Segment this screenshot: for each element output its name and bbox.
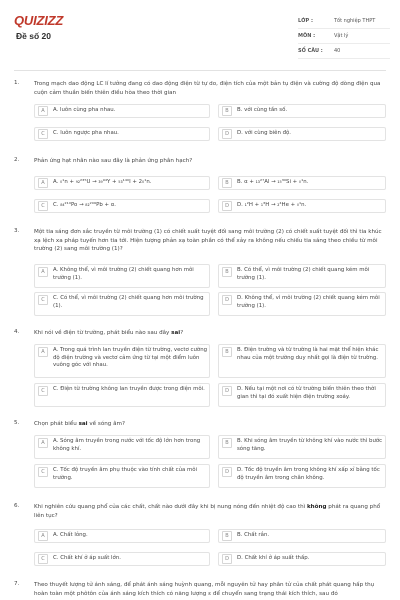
option-badge: A [38, 347, 48, 357]
question-keyword: sai [78, 421, 88, 427]
option-c[interactable] [34, 383, 210, 407]
header-divider [14, 70, 386, 71]
option-badge: B [222, 531, 232, 541]
option-text: A. Chất lỏng. [53, 532, 88, 539]
option-d[interactable] [218, 552, 386, 566]
question-text-post: phát ra quang phổ liên tục? [34, 504, 381, 519]
option-badge: A [38, 178, 48, 188]
question-number: 5. [14, 420, 20, 426]
option-badge: D [222, 295, 232, 305]
option-text: D. Nếu tại một nơi có từ trường biến thiên theo thời gian thì tại đó xuất hiện điện trường xoáy. [237, 386, 376, 400]
option-text: D. Không thể, vì môi trường (2) chiết quang kém môi trường (1). [237, 295, 380, 309]
question-number: 4. [14, 329, 20, 335]
question-text: Phản ứng hạt nhân nào sau đây là phản ứng phân hạch? [34, 158, 193, 164]
question-text [34, 329, 386, 338]
option-d[interactable] [218, 383, 386, 407]
option-text: D. Tốc độ truyền âm trong không khí xấp xỉ bằng tốc độ truyền âm trong chân không. [237, 467, 380, 481]
option-d[interactable] [218, 199, 386, 213]
option-b[interactable] [218, 176, 386, 190]
option-d[interactable] [218, 464, 386, 488]
option-text: D. ₁²H + ₁³H → ₂⁴He + ₀¹n. [237, 202, 307, 209]
option-text: C. luôn ngược pha nhau. [53, 130, 119, 137]
option-text: D. Chất khí ở áp suất thấp. [237, 555, 310, 562]
option-badge: B [222, 267, 232, 277]
question-keyword: sai [171, 330, 181, 336]
question-number: 3. [14, 228, 20, 234]
question-text: Trong mạch dao động LC lí tưởng đang có dao động điện từ tự do, điện tích của một bản tụ điện và cường độ dòng điện qua cuộn cảm thuần biến thiên điều hòa theo thời gian [34, 81, 381, 96]
meta-value: Tốt nghiệp THPT [334, 18, 376, 24]
question-text [34, 503, 386, 520]
option-badge: C [38, 554, 48, 564]
option-badge: B [222, 438, 232, 448]
option-b[interactable] [218, 264, 386, 288]
option-text: B. Có thể, vì môi trường (2) chiết quang kém môi trường (1). [237, 267, 370, 281]
option-badge: B [222, 178, 232, 188]
option-badge: C [38, 467, 48, 477]
option-a[interactable] [34, 264, 210, 288]
option-text: C. Chất khí ở áp suất lớn. [53, 555, 121, 562]
meta-row-class [298, 14, 390, 29]
question-text-pre: Khi nghiên cứu quang phổ của các chất, chất nào dưới đây khi bị nung nóng đến nhiệt độ cao thì [34, 504, 307, 510]
option-d[interactable] [218, 292, 386, 316]
question-number: 7. [14, 581, 20, 587]
quizizz-logo: QUIZIZZ [14, 13, 64, 28]
question-text-pre: Khi nói về điện từ trường, phát biểu nào sau đây [34, 330, 172, 336]
option-a[interactable] [34, 104, 210, 118]
option-badge: D [222, 467, 232, 477]
question-text-post: ? [180, 330, 184, 336]
option-badge: A [38, 267, 48, 277]
option-a[interactable] [34, 435, 210, 459]
option-text: B. Chất rắn. [237, 532, 270, 539]
meta-row-count [298, 44, 390, 59]
page-header [0, 0, 400, 66]
option-text: B. Khi sóng âm truyền từ không khí vào nước thì bước sóng tăng. [237, 438, 383, 452]
question-number: 6. [14, 503, 20, 509]
meta-key: SỐ CÂU : [298, 48, 323, 54]
meta-key: LỚP : [298, 18, 313, 24]
option-badge: D [222, 386, 232, 396]
meta-row-subject [298, 29, 390, 44]
option-text: B. α + ₁₃²⁷Al → ₁₅³⁰Si + ₀¹n. [237, 179, 309, 186]
option-text: C. Tốc độ truyền âm phụ thuộc vào tính chất của môi trường. [53, 467, 198, 481]
question-text [34, 420, 386, 429]
option-text: B. với cùng tần số. [237, 107, 288, 114]
meta-value: 40 [334, 48, 341, 54]
question-number: 1. [14, 80, 20, 86]
exam-meta-table [298, 14, 390, 59]
option-b[interactable] [218, 435, 386, 459]
option-c[interactable] [34, 552, 210, 566]
meta-key: MÔN : [298, 33, 316, 39]
option-c[interactable] [34, 292, 210, 316]
option-c[interactable] [34, 127, 210, 141]
option-badge: C [38, 201, 48, 211]
option-text: C. Điện từ trường không lan truyền được trong điện môi. [53, 386, 205, 392]
question-keyword: không [306, 504, 327, 510]
option-badge: B [222, 106, 232, 116]
question-text-pre: Chọn phát biểu [34, 421, 79, 427]
option-b[interactable] [218, 104, 386, 118]
option-b[interactable] [218, 344, 386, 378]
option-badge: B [222, 347, 232, 357]
option-d[interactable] [218, 127, 386, 141]
option-badge: C [38, 295, 48, 305]
question-text: Một tia sáng đơn sắc truyền từ môi trường (1) có chiết suất tuyệt đối sang môi trường (2) có chiết suất tuyệt đối thì tia khúc xạ lệch xa pháp tuyến hơn tia tới. Hiện tượng phản xạ toàn phần có thể xảy ra không nếu chiếu tia sáng theo chiều từ môi trường (2) sang môi trường (1)? [34, 229, 382, 252]
option-badge: A [38, 531, 48, 541]
option-text: D. với cùng biên độ. [237, 130, 292, 137]
option-a[interactable] [34, 529, 210, 543]
option-text: A. ₀¹n + ₉₂²³⁵U → ₃₉⁹⁴Y + ₅₃¹⁴⁰I + 2₀¹n. [53, 179, 152, 186]
option-badge: C [38, 386, 48, 396]
meta-value: Vật lý [334, 33, 349, 39]
option-text: A. Sóng âm truyền trong nước với tốc độ lớn hơn trong không khí. [53, 438, 201, 452]
option-badge: A [38, 106, 48, 116]
option-text: A. luôn cùng pha nhau. [53, 107, 116, 114]
option-text: B. Điện trường và từ trường là hai mặt thể hiện khác nhau của một trường duy nhất gọi là điện từ trường. [237, 347, 379, 361]
question-text: Theo thuyết lượng tử ánh sáng, để phát ánh sáng huỳnh quang, mỗi nguyên tử hay phân tử của chất phát quang hấp thụ hoàn toàn một phôtôn của ánh sáng kích thích có năng lượng ε để chuyển sang trạng thái kích thích, sau đó [34, 582, 375, 597]
option-a[interactable] [34, 176, 210, 190]
exam-title: Đề số 20 [16, 31, 51, 41]
option-badge: D [222, 201, 232, 211]
option-badge: D [222, 554, 232, 564]
option-c[interactable] [34, 199, 210, 213]
option-a[interactable] [34, 344, 210, 378]
option-b[interactable] [218, 529, 386, 543]
option-text: A. Không thể, vì môi trường (2) chiết quang hơn môi trường (1). [53, 267, 194, 281]
option-badge: D [222, 129, 232, 139]
option-text: A. Trong quá trình lan truyền điện từ trường, vectơ cường độ điện trường và vectơ cảm ứng từ tại một điểm luôn vuông góc với nhau. [53, 347, 208, 368]
question-text-post: về sóng âm? [87, 421, 125, 427]
option-badge: C [38, 129, 48, 139]
option-text: C. ₈₄²¹⁰Po → ₈₂²⁰⁶Pb + α. [53, 202, 116, 209]
option-text: C. Có thể, vì môi trường (2) chiết quang hơn môi trường (1). [53, 295, 204, 309]
option-c[interactable] [34, 464, 210, 488]
option-badge: A [38, 438, 48, 448]
question-number: 2. [14, 157, 20, 163]
